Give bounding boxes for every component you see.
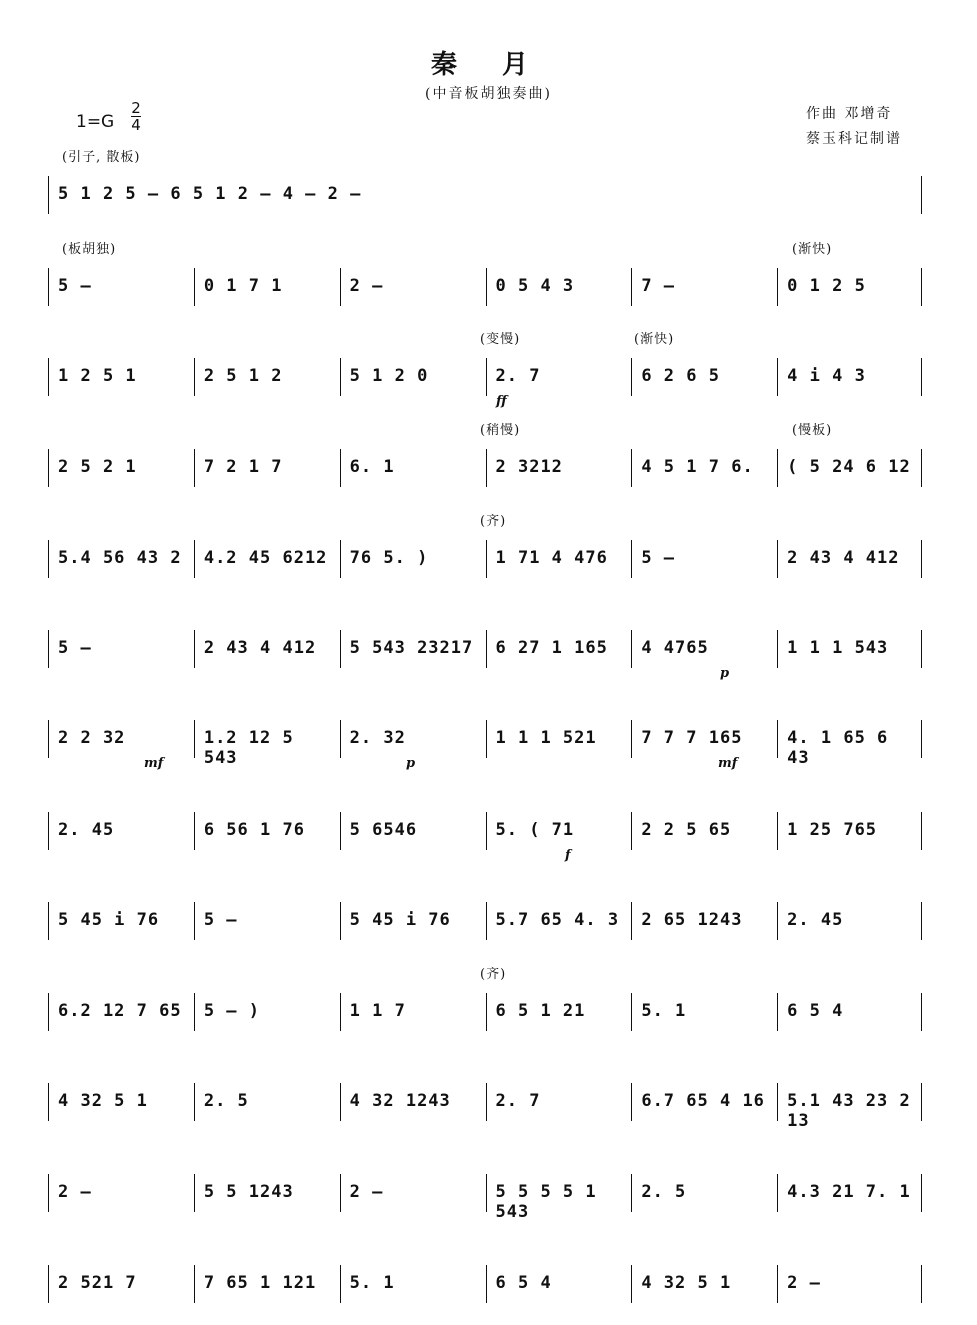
measure: 2 – xyxy=(349,1182,384,1202)
score-system xyxy=(48,902,923,962)
page-subtitle: (中音板胡独奏曲) xyxy=(425,86,552,102)
bar-line xyxy=(48,630,49,668)
score-system xyxy=(48,1174,923,1234)
bar-line xyxy=(777,358,778,396)
measure: 1 2 5 1 xyxy=(58,366,137,386)
bar-line xyxy=(48,720,49,758)
measure: 2 65 1243 xyxy=(641,910,743,930)
bar-line xyxy=(777,630,778,668)
bar-line xyxy=(631,358,632,396)
page-title: 秦 月 xyxy=(430,50,547,80)
measure: 6 5 1 21 xyxy=(495,1001,586,1021)
measure: 4 32 5 1 xyxy=(58,1091,148,1111)
score-system xyxy=(48,514,923,600)
bar-line xyxy=(777,812,778,850)
tempo-annotation: (渐快) xyxy=(792,242,833,257)
tempo-annotation: (稍慢) xyxy=(480,423,521,438)
score-system xyxy=(48,812,923,872)
bar-line xyxy=(631,268,632,306)
bar-line xyxy=(921,1174,922,1212)
score-system xyxy=(48,332,923,418)
tempo-annotation: (慢板) xyxy=(792,423,833,438)
bar-line xyxy=(921,993,922,1031)
score-system xyxy=(48,423,923,509)
measure: 2 521 7 xyxy=(58,1273,137,1293)
measure: 2. 5 xyxy=(203,1091,249,1111)
measure: 5 – ) xyxy=(203,1001,261,1021)
bar-line xyxy=(194,268,195,306)
bar-line xyxy=(194,630,195,668)
measure: 7 – xyxy=(641,276,676,296)
measure: 5.1 43 23 2 13 xyxy=(787,1091,911,1131)
tempo-annotation: (板胡独) xyxy=(62,242,117,257)
bar-line xyxy=(921,630,922,668)
measure: 5 5 1243 xyxy=(203,1182,294,1202)
measure: 4. 1 65 6 43 xyxy=(787,728,889,768)
bar-line xyxy=(48,993,49,1031)
bar-line xyxy=(194,812,195,850)
measure: 6 5 4 xyxy=(495,1273,552,1293)
bar-line xyxy=(340,358,341,396)
measure: 1 1 7 xyxy=(349,1001,406,1021)
bar-line xyxy=(194,358,195,396)
measure: 6 27 1 165 xyxy=(495,638,608,658)
bar-line xyxy=(48,812,49,850)
bar-line xyxy=(486,540,487,578)
bar-line xyxy=(340,993,341,1031)
measure: 5. ( 71 xyxy=(495,820,575,840)
measure: 1 1 1 521 xyxy=(495,728,597,748)
tempo-annotation: (齐) xyxy=(480,967,507,982)
measure: 4 32 1243 xyxy=(349,1091,451,1111)
bar-line xyxy=(486,268,487,306)
transcriber-credit: 蔡玉科记制谱 xyxy=(806,131,902,147)
measure: 2 5 2 1 xyxy=(58,457,137,477)
bar-line xyxy=(486,720,487,758)
bar-line xyxy=(921,176,922,214)
bar-line xyxy=(486,358,487,396)
bar-line xyxy=(194,1265,195,1303)
bar-line xyxy=(631,720,632,758)
bar-line xyxy=(777,993,778,1031)
bar-line xyxy=(194,993,195,1031)
bar-line xyxy=(48,358,49,396)
bar-line xyxy=(777,449,778,487)
dynamic-mark: f xyxy=(565,848,571,863)
measure: 5 45 i 76 xyxy=(349,910,451,930)
measure: 2 5 1 2 xyxy=(203,366,283,386)
key-signature: 1=G xyxy=(76,112,115,132)
measure: 2 – xyxy=(349,276,384,296)
bar-line xyxy=(486,1174,487,1212)
measure: 2 3212 xyxy=(495,457,563,477)
bar-line xyxy=(631,630,632,668)
bar-line xyxy=(921,1083,922,1121)
score-system xyxy=(48,630,923,690)
bar-line xyxy=(921,902,922,940)
score-system xyxy=(48,1265,923,1325)
bar-line xyxy=(486,902,487,940)
tempo-annotation: (齐) xyxy=(480,514,507,529)
bar-line xyxy=(48,449,49,487)
measure: 5 – xyxy=(58,638,92,658)
measure: 76 5. ) xyxy=(349,548,429,568)
score-system xyxy=(48,150,923,236)
dynamic-mark: ff xyxy=(496,394,507,409)
bar-line xyxy=(486,449,487,487)
measure: 2 2 32 xyxy=(58,728,126,748)
measure: 2. 5 xyxy=(641,1182,687,1202)
measure: 6 2 6 5 xyxy=(641,366,720,386)
measure: 0 5 4 3 xyxy=(495,276,575,296)
measure: 7 65 1 121 xyxy=(203,1273,317,1293)
dynamic-mark: p xyxy=(406,756,416,771)
bar-line xyxy=(921,449,922,487)
bar-line xyxy=(631,449,632,487)
bar-line xyxy=(194,1083,195,1121)
time-signature-top: 2 xyxy=(131,99,141,117)
measure: 6.2 12 7 65 xyxy=(58,1001,182,1021)
tempo-annotation: (渐快) xyxy=(634,332,675,347)
measure: 0 1 2 5 xyxy=(787,276,866,296)
score-system xyxy=(48,720,923,780)
bar-line xyxy=(777,1174,778,1212)
bar-line xyxy=(340,902,341,940)
measure: 2 – xyxy=(58,1182,92,1202)
bar-line xyxy=(921,268,922,306)
measure: 6 56 1 76 xyxy=(203,820,305,840)
tempo-annotation: (引子, 散板) xyxy=(62,150,141,165)
measure: 1 25 765 xyxy=(787,820,878,840)
measure: 4 32 5 1 xyxy=(641,1273,732,1293)
bar-line xyxy=(48,1265,49,1303)
bar-line xyxy=(194,1174,195,1212)
bar-line xyxy=(48,1174,49,1212)
bar-line xyxy=(340,630,341,668)
measure: 6 5 4 xyxy=(787,1001,844,1021)
dynamic-mark: p xyxy=(720,666,730,681)
measure: 5 543 23217 xyxy=(349,638,474,658)
bar-line xyxy=(486,812,487,850)
measure: 6.7 65 4 16 xyxy=(641,1091,765,1111)
bar-line xyxy=(777,720,778,758)
tempo-annotation: (变慢) xyxy=(480,332,521,347)
measure: 5 – xyxy=(203,910,238,930)
measure: 5 1 2 5 – 6 5 1 2 – 4 – 2 – xyxy=(58,184,362,204)
time-signature-bottom: 4 xyxy=(131,116,141,134)
measure: 2. 7 xyxy=(495,1091,541,1111)
bar-line xyxy=(921,358,922,396)
bar-line xyxy=(777,268,778,306)
bar-line xyxy=(777,902,778,940)
bar-line xyxy=(921,1265,922,1303)
measure: 2 2 5 65 xyxy=(641,820,732,840)
bar-line xyxy=(340,540,341,578)
measure: 5 6546 xyxy=(349,820,418,840)
measure: 4 4765 xyxy=(641,638,709,658)
bar-line xyxy=(340,720,341,758)
measure: 5 – xyxy=(641,548,676,568)
measure: 6. 1 xyxy=(349,457,395,477)
dynamic-mark: mf xyxy=(718,756,738,771)
measure: 1 71 4 476 xyxy=(495,548,608,568)
score-system xyxy=(48,967,923,1053)
bar-line xyxy=(921,812,922,850)
bar-line xyxy=(340,268,341,306)
bar-line xyxy=(340,1083,341,1121)
measure: 1 1 1 543 xyxy=(787,638,889,658)
bar-line xyxy=(777,1083,778,1121)
measure: 4 5 1 7 6. xyxy=(641,457,754,477)
measure: 4 i 4 3 xyxy=(787,366,866,386)
measure: 2. 45 xyxy=(58,820,115,840)
bar-line xyxy=(340,812,341,850)
bar-line xyxy=(631,812,632,850)
composer-credit: 作曲 邓增奇 xyxy=(806,106,893,122)
bar-line xyxy=(48,1083,49,1121)
score-system xyxy=(48,242,923,328)
bar-line xyxy=(48,540,49,578)
bar-line xyxy=(921,540,922,578)
measure: 2 43 4 412 xyxy=(203,638,317,658)
measure: 4.2 45 6212 xyxy=(203,548,328,568)
bar-line xyxy=(340,449,341,487)
measure: 5 45 i 76 xyxy=(58,910,160,930)
bar-line xyxy=(631,1265,632,1303)
measure: 0 1 7 1 xyxy=(203,276,283,296)
bar-line xyxy=(777,1265,778,1303)
bar-line xyxy=(486,993,487,1031)
measure: 5. 1 xyxy=(641,1001,687,1021)
time-signature xyxy=(131,100,141,133)
bar-line xyxy=(486,630,487,668)
bar-line xyxy=(631,993,632,1031)
bar-line xyxy=(194,902,195,940)
dynamic-mark: mf xyxy=(144,756,164,771)
bar-line xyxy=(340,1265,341,1303)
measure: 2. 32 xyxy=(349,728,406,748)
measure: 2. 45 xyxy=(787,910,844,930)
bar-line xyxy=(631,540,632,578)
score-system xyxy=(48,1083,923,1143)
bar-line xyxy=(194,540,195,578)
bar-line xyxy=(194,720,195,758)
bar-line xyxy=(486,1083,487,1121)
bar-line xyxy=(48,176,49,214)
measure: 4.3 21 7. 1 xyxy=(787,1182,911,1202)
bar-line xyxy=(340,1174,341,1212)
bar-line xyxy=(921,720,922,758)
measure: 5.7 65 4. 3 xyxy=(495,910,620,930)
measure: 2. 7 xyxy=(495,366,541,386)
bar-line xyxy=(631,1083,632,1121)
measure: 5.4 56 43 2 xyxy=(58,548,182,568)
bar-line xyxy=(48,902,49,940)
bar-line xyxy=(631,1174,632,1212)
bar-line xyxy=(631,902,632,940)
measure: 5 – xyxy=(58,276,92,296)
measure: 5 5 5 5 1 543 xyxy=(495,1182,597,1222)
measure: 2 – xyxy=(787,1273,821,1293)
measure: 7 2 1 7 xyxy=(203,457,283,477)
measure: 7 7 7 165 xyxy=(641,728,743,748)
measure: 2 43 4 412 xyxy=(787,548,900,568)
measure: 5 1 2 0 xyxy=(349,366,429,386)
bar-line xyxy=(194,449,195,487)
measure: 5. 1 xyxy=(349,1273,395,1293)
bar-line xyxy=(486,1265,487,1303)
bar-line xyxy=(777,540,778,578)
bar-line xyxy=(48,268,49,306)
measure: ( 5 24 6 12 xyxy=(787,457,911,477)
measure: 1.2 12 5 543 xyxy=(203,728,294,768)
